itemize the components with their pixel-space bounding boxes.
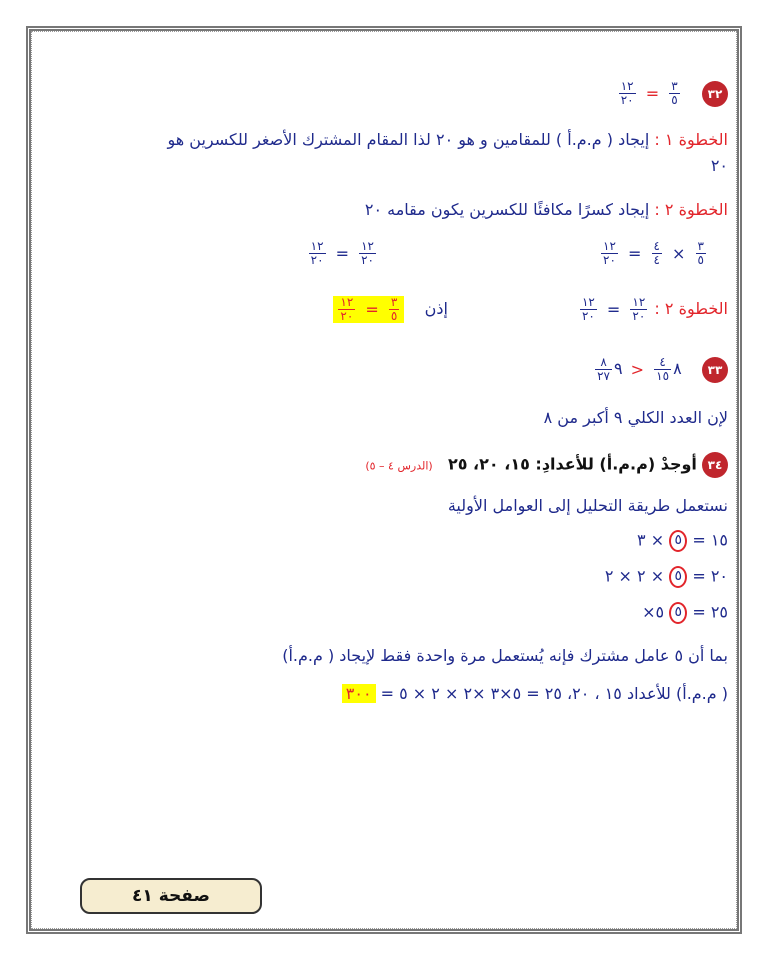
step-2-line — [365, 200, 728, 219]
problem-33-header: ٣٣ ٨ $\frac{٤}{١٥}$ < ٩ $\frac{٨}{٢٧}$ — [593, 356, 728, 383]
problem-32-header — [617, 80, 728, 107]
step-3-line: الخطوة ٢ : $\frac{١٢}{٢٠}$ = $\frac{١٢}{٢٠}$ — [581, 295, 728, 323]
method-text: نستعمل طريقة التحليل إلى العوامل الأولية — [447, 496, 728, 515]
factorization-15: ١٥ = ٥ × ٣ — [637, 530, 728, 552]
problem-33-explanation: لإن العدد الكلي ٩ أكبر من ٨ — [543, 408, 728, 427]
problem-badge-32: ٣٢ — [702, 81, 728, 107]
factorization-20: ٢٠ = ٥ × ٢ × ٢ — [605, 566, 728, 588]
step-3-label: الخطوة ٢ : — [654, 299, 728, 318]
step-1-label: الخطوة ١ : — [654, 130, 728, 149]
problem-badge-33: ٣٣ — [702, 357, 728, 383]
factorization-25: ٢٥ = ٥ ٥× — [642, 602, 728, 624]
problem-34-header — [365, 452, 728, 478]
common-factor-text: بما أن ٥ عامل مشترك فإنه يُستعمل مرة واحدة فقط لإيجاد ( م.م.أ) — [282, 646, 728, 665]
problem-badge-34: ٣٤ — [702, 452, 728, 478]
equation-row-1-right: $\frac{١٢}{٢٠}$ = $\frac{٤}{٤}$ × $\frac{٣}{٥}$ — [603, 239, 704, 267]
circled-factor: ٥ — [669, 566, 687, 588]
then-word: إذن — [424, 299, 448, 318]
page-border-inner — [31, 31, 737, 929]
fraction-twelve-twentieths: $\frac{١٢}{٢٠}$ — [620, 79, 634, 107]
final-text: ( م.م.أ) للأعداد ١٥ ، ٢٠، ٢٥ = ٥×٣ ×٢ × ٢ × ٥ = — [380, 684, 728, 703]
equation-row-1-left: $\frac{١٢}{٢٠}$ = $\frac{١٢}{٢٠}$ — [310, 239, 374, 267]
greater-than-sign: < — [630, 360, 645, 379]
fraction-three-fifths: $\frac{٣}{٥}$ — [671, 79, 678, 107]
final-answer: ٣٠٠ — [342, 684, 376, 703]
conclusion-line — [333, 296, 448, 323]
highlighted-result: $\frac{٣}{٥}$ = $\frac{١٢}{٢٠}$ — [333, 296, 404, 323]
step-2-text: إيجاد كسرًا مكافئًا للكسرين يكون مقامه ٢٠ — [364, 200, 650, 219]
page-number-label: صفحة ٤١ — [80, 878, 262, 914]
equals-sign: = — [645, 84, 660, 103]
lesson-reference: (الدرس ٤ – ٥) — [365, 459, 433, 473]
step-1-continuation: ٢٠ — [710, 156, 728, 175]
step-2-label: الخطوة ٢ : — [654, 200, 728, 219]
circled-factor: ٥ — [669, 602, 687, 624]
step-1-text: إيجاد ( م.م.أ ) للمقامين و هو ٢٠ لذا المقام المشترك الأصغر للكسرين هو — [167, 130, 650, 149]
step-1-line — [167, 130, 728, 149]
circled-factor: ٥ — [669, 530, 687, 552]
final-line — [342, 684, 728, 703]
problem-34-title: أوجدْ (م.م.أ) للأعدادِ: ١٥، ٢٠، ٢٥ — [447, 454, 697, 474]
